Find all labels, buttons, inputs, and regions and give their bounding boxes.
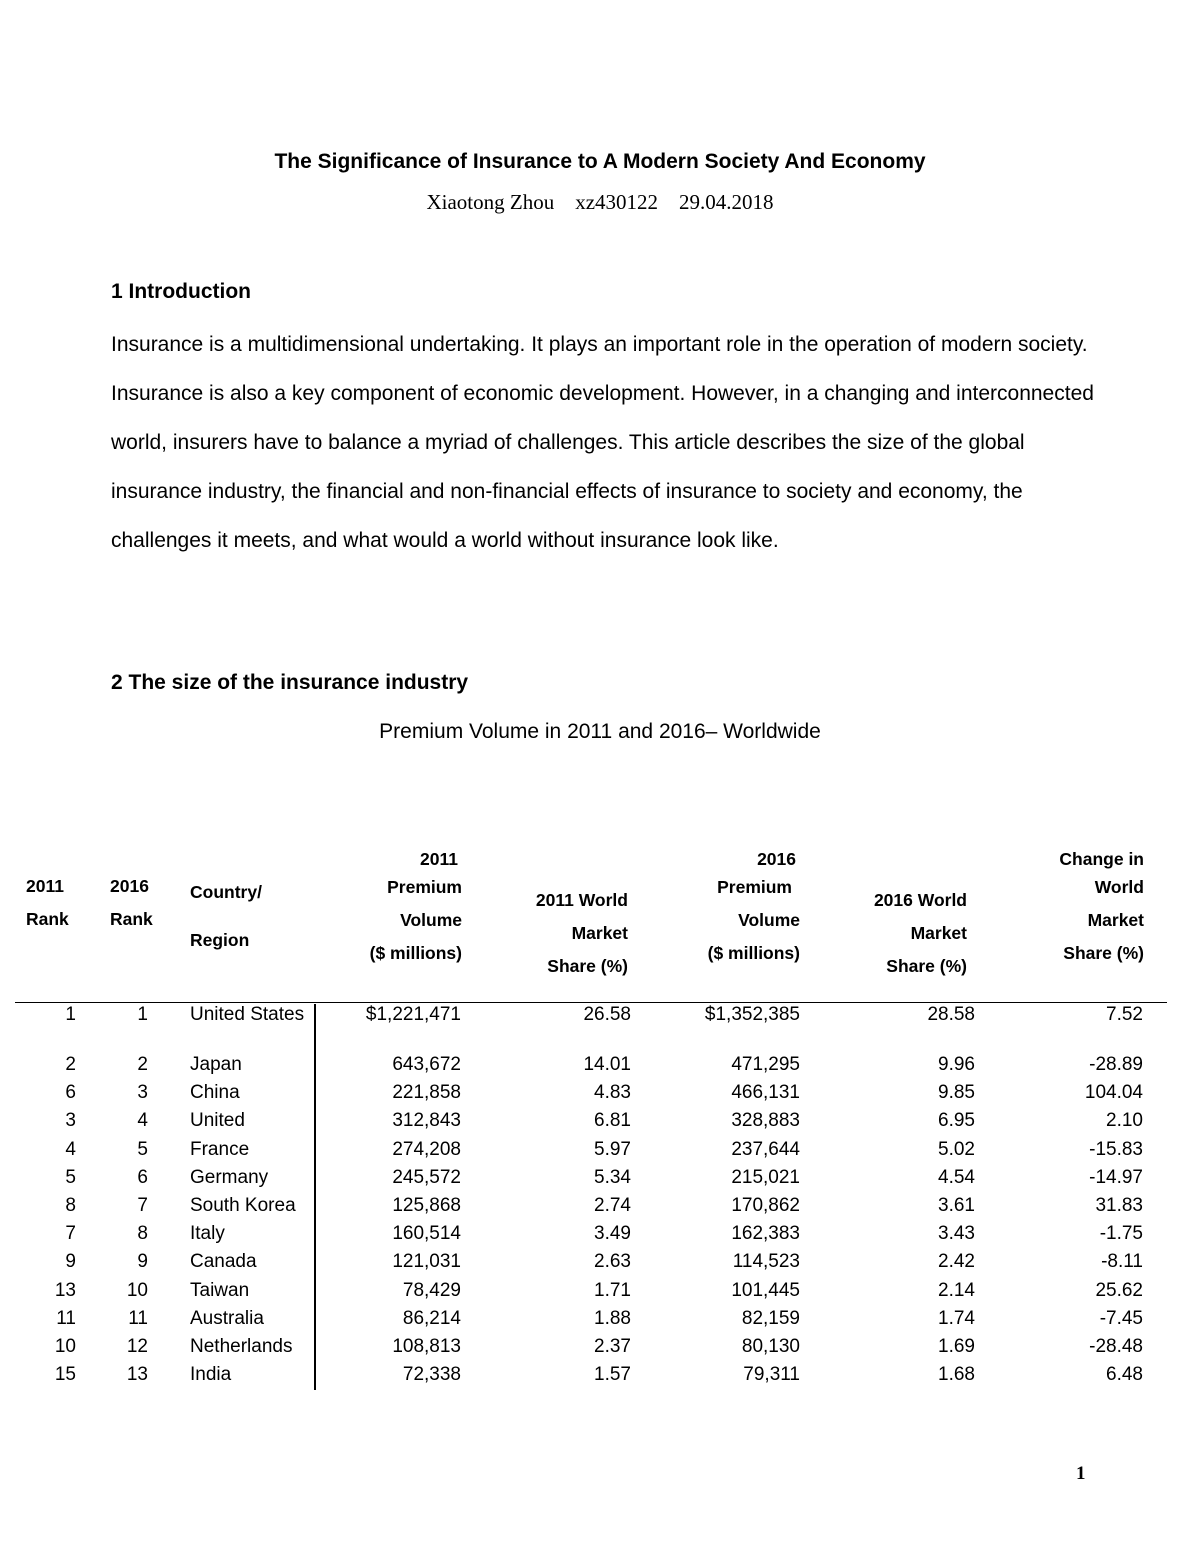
cell-share-2016: 4.54 — [938, 1166, 975, 1188]
cell-change: 104.04 — [1084, 1082, 1143, 1104]
cell-change: -1.75 — [1099, 1223, 1143, 1245]
cell-rank-2016: 6 — [137, 1166, 148, 1188]
header-share-2016: 2016 World Market Share (%) — [873, 890, 967, 976]
cell-share-2016: 28.58 — [927, 1004, 975, 1025]
cell-rank-2016: 5 — [137, 1138, 148, 1160]
cell-premium-2011: 121,031 — [392, 1251, 461, 1273]
cell-country: Germany — [190, 1166, 269, 1188]
cell-share-2011: 6.81 — [594, 1110, 631, 1132]
cell-share-2011: 3.49 — [594, 1223, 631, 1245]
table-row — [0, 1139, 1200, 1167]
cell-share-2016: 5.02 — [938, 1138, 975, 1160]
table-title: Premium Volume in 2011 and 2016– Worldwide — [379, 720, 821, 743]
cell-share-2011: 2.74 — [594, 1194, 631, 1216]
cell-share-2016: 1.69 — [938, 1335, 975, 1357]
cell-share-2016: 9.85 — [938, 1082, 975, 1104]
cell-share-2016: 3.43 — [938, 1223, 975, 1245]
cell-share-2011: 2.37 — [594, 1335, 631, 1357]
cell-rank-2016: 10 — [126, 1279, 148, 1301]
cell-share-2016: 6.95 — [938, 1110, 975, 1132]
cell-country: United States — [190, 1004, 305, 1025]
section-heading-introduction: 1 Introduction — [111, 280, 251, 303]
table-row — [0, 1336, 1200, 1364]
cell-change: -28.89 — [1089, 1054, 1143, 1075]
cell-country: India — [190, 1364, 232, 1386]
table-row — [0, 1364, 1200, 1392]
table-row — [0, 1082, 1200, 1110]
cell-rank-2016: 13 — [126, 1364, 148, 1386]
cell-rank-2011: 2 — [65, 1054, 76, 1075]
cell-share-2011: 5.34 — [594, 1166, 631, 1188]
cell-share-2011: 1.88 — [594, 1307, 631, 1329]
cell-rank-2011: 15 — [54, 1364, 76, 1386]
author-byline: Xiaotong Zhou xz430122 29.04.2018 — [426, 190, 774, 214]
cell-premium-2016: 82,159 — [741, 1307, 800, 1329]
cell-change: 6.48 — [1106, 1364, 1143, 1386]
cell-premium-2011: 125,868 — [392, 1194, 461, 1216]
cell-country: Canada — [190, 1251, 257, 1273]
table-row — [0, 1110, 1200, 1138]
header-share-2011: 2011 World Market Share (%) — [535, 890, 628, 976]
cell-share-2011: 5.97 — [594, 1138, 631, 1160]
section-heading-industry-size: 2 The size of the insurance industry — [111, 671, 469, 694]
cell-share-2016: 1.68 — [938, 1364, 975, 1386]
cell-rank-2011: 3 — [65, 1110, 76, 1132]
cell-change: -14.97 — [1089, 1166, 1143, 1188]
cell-change: -8.11 — [1101, 1251, 1143, 1273]
cell-premium-2011: 312,843 — [392, 1110, 461, 1132]
cell-share-2011: 14.01 — [583, 1054, 631, 1075]
cell-change: 7.52 — [1106, 1004, 1143, 1025]
cell-premium-2011: 221,858 — [392, 1082, 461, 1104]
cell-premium-2016: 466,131 — [731, 1082, 800, 1104]
table-row — [0, 1223, 1200, 1251]
cell-premium-2016: 162,383 — [731, 1223, 800, 1245]
cell-rank-2011: 8 — [65, 1194, 76, 1216]
cell-country: Taiwan — [190, 1279, 250, 1301]
cell-premium-2016: 79,311 — [743, 1364, 800, 1386]
cell-change: -7.45 — [1099, 1307, 1143, 1329]
cell-share-2016: 1.74 — [938, 1307, 975, 1329]
cell-rank-2011: 11 — [56, 1307, 76, 1329]
cell-rank-2016: 2 — [137, 1054, 148, 1075]
table-row — [0, 1004, 1200, 1054]
cell-rank-2011: 5 — [65, 1166, 76, 1188]
cell-change: 31.83 — [1095, 1194, 1143, 1216]
table-row — [0, 1167, 1200, 1195]
header-country-region: Country/ Region — [190, 882, 262, 950]
cell-share-2016: 2.42 — [938, 1251, 975, 1273]
cell-rank-2016: 1 — [137, 1004, 148, 1025]
table-header — [0, 840, 1200, 1000]
cell-premium-2011: 245,572 — [392, 1166, 461, 1188]
cell-premium-2016: 80,130 — [741, 1335, 800, 1357]
cell-premium-2016: 170,862 — [731, 1194, 800, 1216]
table-header-rule — [15, 1002, 1167, 1003]
cell-premium-2016: 328,883 — [731, 1110, 800, 1132]
cell-rank-2016: 8 — [137, 1223, 148, 1245]
table-row — [0, 1251, 1200, 1279]
cell-share-2016: 3.61 — [938, 1194, 975, 1216]
cell-rank-2016: 4 — [137, 1110, 148, 1132]
table-row — [0, 1280, 1200, 1308]
cell-change: 2.10 — [1106, 1110, 1143, 1132]
cell-premium-2011: 108,813 — [392, 1335, 461, 1357]
cell-rank-2016: 9 — [137, 1251, 148, 1273]
cell-rank-2016: 11 — [128, 1307, 148, 1329]
document-title: The Significance of Insurance to A Modern Society And Economy — [274, 150, 926, 173]
cell-share-2011: 1.71 — [594, 1279, 631, 1301]
cell-country: Netherlands — [190, 1335, 293, 1357]
cell-premium-2016: 101,445 — [731, 1279, 800, 1301]
cell-change: 25.62 — [1095, 1279, 1143, 1301]
cell-premium-2011: 72,338 — [402, 1364, 461, 1386]
table-row — [0, 1308, 1200, 1336]
header-rank-2016: 2016 Rank — [110, 876, 153, 929]
page-number: 1 — [1076, 1463, 1086, 1484]
header-premium-2016: 2016 Premium Volume ($ millions) — [707, 849, 800, 963]
cell-premium-2011: $1,221,471 — [365, 1004, 461, 1025]
cell-share-2011: 2.63 — [594, 1251, 631, 1273]
cell-change: -15.83 — [1089, 1138, 1143, 1160]
cell-share-2011: 26.58 — [583, 1004, 631, 1025]
cell-rank-2011: 4 — [65, 1138, 76, 1160]
cell-premium-2011: 160,514 — [392, 1223, 461, 1245]
cell-country: France — [190, 1138, 250, 1160]
cell-rank-2016: 7 — [137, 1194, 148, 1216]
cell-share-2016: 9.96 — [938, 1054, 975, 1075]
cell-rank-2011: 1 — [65, 1004, 76, 1025]
cell-country: South Korea — [190, 1194, 296, 1216]
cell-country: Australia — [190, 1307, 264, 1329]
header-rank-2011: 2011 Rank — [26, 876, 69, 929]
header-change-market-share: Change in World Market Share (%) — [1059, 849, 1144, 963]
cell-rank-2011: 6 — [65, 1082, 76, 1104]
table-body — [0, 1004, 1200, 1392]
cell-rank-2016: 12 — [126, 1335, 148, 1357]
cell-premium-2016: 471,295 — [731, 1054, 800, 1075]
cell-country: China — [190, 1082, 240, 1104]
header-premium-2011: 2011 Premium Volume ($ millions) — [369, 849, 462, 963]
table-row — [0, 1054, 1200, 1082]
cell-country: Italy — [190, 1223, 225, 1245]
cell-premium-2016: 114,523 — [732, 1251, 800, 1273]
cell-premium-2011: 86,214 — [402, 1307, 461, 1329]
cell-premium-2011: 78,429 — [402, 1279, 461, 1301]
cell-country: United — [190, 1110, 245, 1132]
cell-premium-2011: 643,672 — [392, 1054, 461, 1075]
cell-share-2016: 2.14 — [938, 1279, 975, 1301]
cell-rank-2011: 10 — [54, 1335, 76, 1357]
cell-share-2011: 1.57 — [594, 1364, 631, 1386]
introduction-paragraph: Insurance is a multidimensional undertaking. It plays an important role in the operation of modern society. Insurance is also a key component of economic development. However, in a changing and interconnected world, insurers have to balance a myriad of challenges. This article describes the size of the global insurance industry, the financial and non-financial effects of insurance to society and economy, the challenges it meets, and what would a world without insurance look like. — [111, 333, 1094, 552]
cell-share-2011: 4.83 — [594, 1082, 631, 1104]
cell-premium-2011: 274,208 — [392, 1138, 461, 1160]
cell-rank-2016: 3 — [137, 1082, 148, 1104]
cell-country: Japan — [190, 1054, 242, 1075]
cell-premium-2016: 215,021 — [731, 1166, 800, 1188]
cell-premium-2016: 237,644 — [731, 1138, 800, 1160]
table-row — [0, 1195, 1200, 1223]
cell-rank-2011: 13 — [54, 1279, 76, 1301]
cell-change: -28.48 — [1089, 1335, 1143, 1357]
cell-premium-2016: $1,352,385 — [704, 1004, 800, 1025]
cell-rank-2011: 9 — [65, 1251, 76, 1273]
cell-rank-2011: 7 — [65, 1223, 76, 1245]
